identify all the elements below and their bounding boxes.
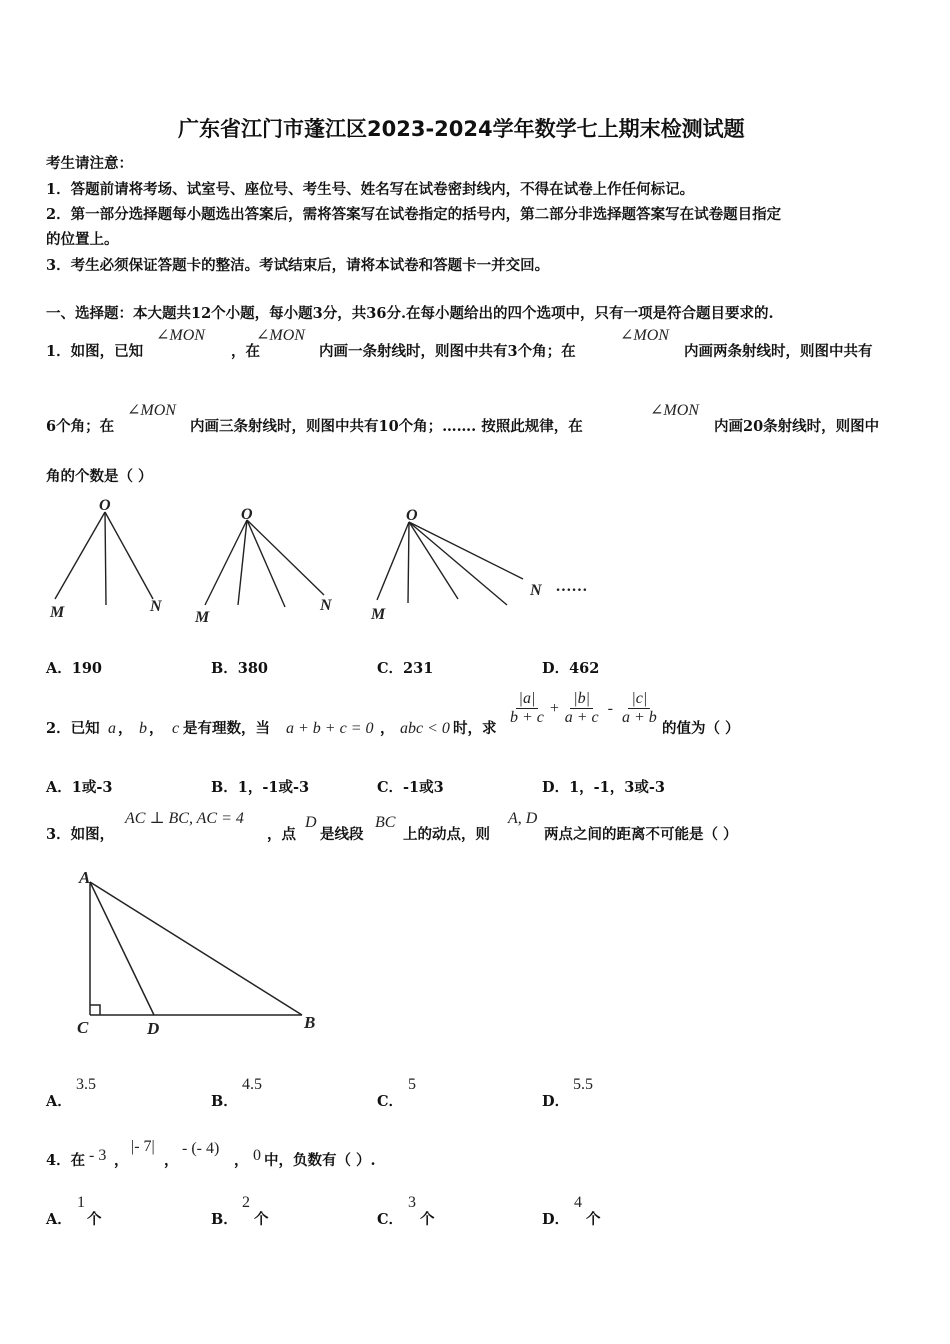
q1-text-2: ，在	[231, 343, 260, 360]
fig1-ray-mid	[105, 512, 106, 605]
q3-option-c-value: 5	[408, 1076, 416, 1093]
q4-option-c-unit: 个	[420, 1211, 435, 1228]
q1-text-1: 1．如图，已知	[46, 343, 144, 360]
q3-points-ad: A, D	[508, 810, 538, 827]
q2-var-a: a	[108, 720, 116, 737]
q3-point-d: D	[305, 814, 317, 831]
fig3-ray-1	[408, 522, 409, 603]
fig1-label-m: M	[50, 604, 65, 621]
q1-text-4: 内画两条射线时，则图中共有	[684, 343, 873, 360]
q3-text-1: 3．如图，	[46, 826, 115, 843]
q2-option-a[interactable]: A．1或-3	[46, 779, 113, 796]
q3-option-b-value: 4.5	[242, 1076, 262, 1093]
q3-option-b-label: B．	[211, 1093, 238, 1110]
q2-plus: +	[548, 699, 560, 717]
q2-fraction-2	[562, 690, 602, 727]
fig2-label-o: O	[241, 506, 253, 523]
q3-label-c: C	[77, 1018, 89, 1037]
q3-condition: AC ⊥ BC, AC = 4	[125, 810, 244, 827]
q3-text-4: 上的动点，则	[403, 826, 490, 843]
fig2-ray-om	[205, 520, 247, 605]
q3-option-a-label: A．	[46, 1093, 72, 1110]
fig2-label-n: N	[320, 597, 332, 614]
q4-value-2: |- 7|	[131, 1138, 155, 1155]
q3-option-a-value: 3.5	[76, 1076, 96, 1093]
notice-heading: 考生请注意：	[46, 155, 133, 172]
q4-option-d-label: D．	[542, 1211, 570, 1228]
q2-comma-2: ，	[149, 720, 164, 737]
q4-option-a-value: 1	[77, 1194, 85, 1211]
q4-option-c-value: 3	[408, 1194, 416, 1211]
q2-comma-1: ，	[118, 720, 133, 737]
fig2-ray-1	[238, 520, 247, 605]
q3-segment-bc: BC	[375, 814, 396, 831]
q1-text-8: 角的个数是（ ）	[46, 468, 153, 485]
q1-text-3: 内画一条射线时，则图中共有3个角；在	[319, 343, 576, 360]
q3-text-5: 两点之间的距离不可能是（ ）	[544, 826, 738, 843]
fig3-label-m: M	[371, 606, 386, 623]
q4-comma-2: ，	[164, 1152, 179, 1169]
q2-fraction-3-num: |c|	[628, 690, 650, 709]
q3-label-d: D	[147, 1019, 160, 1038]
q4-comma-1: ，	[114, 1152, 129, 1169]
q2-fraction-2-num: |b|	[570, 690, 593, 709]
fig3-ray-om	[377, 522, 409, 600]
q2-text-4: 的值为（ ）	[662, 720, 740, 737]
q1-angle-5: ∠MON	[650, 402, 699, 419]
fig3-dots: ……	[556, 578, 588, 595]
q1-text-6: 内画三条射线时，则图中共有10个角；……. 按照此规律，在	[190, 418, 583, 435]
q2-fraction-1-num: |a|	[516, 690, 539, 709]
q1-option-d[interactable]: D．462	[542, 660, 600, 677]
q2-text-1: 2．已知	[46, 720, 100, 737]
fig2-label-m: M	[195, 609, 210, 626]
q1-figure	[40, 495, 620, 630]
fig2-ray-on	[247, 520, 324, 595]
q3-text-2: ，点	[267, 826, 296, 843]
q2-fraction-3-den: a + b	[621, 709, 657, 726]
q4-value-3: - (- 4)	[182, 1140, 220, 1157]
q2-text-2: 是有理数，当	[183, 720, 270, 737]
q3-option-c-label: C．	[377, 1093, 404, 1110]
q1-option-c[interactable]: C．231	[377, 660, 434, 677]
fig1-ray-om	[55, 512, 105, 599]
q2-fraction-1	[507, 690, 547, 727]
q2-var-b: b	[139, 720, 147, 737]
q4-text-1: 4．在	[46, 1152, 86, 1169]
q3-label-a: A	[79, 868, 91, 887]
fig3-label-n: N	[530, 582, 542, 599]
fig3-label-o: O	[406, 507, 418, 524]
q4-value-4: 0	[253, 1147, 261, 1164]
section-heading: 一、选择题：本大题共12个小题，每小题3分，共36分.在每小题给出的四个选项中，只有一项是符合题目要求的.	[46, 305, 774, 322]
q2-fraction-1-den: b + c	[510, 709, 544, 726]
q4-option-b-label: B．	[211, 1211, 238, 1228]
q1-option-a[interactable]: A．190	[46, 660, 103, 677]
q3-right-angle-mark	[90, 1005, 100, 1015]
q4-comma-3: ，	[234, 1152, 249, 1169]
notice-item-1: 1．答题前请将考场、试室号、座位号、考生号、姓名写在试卷密封线内，不得在试卷上作任何标记。	[46, 181, 695, 198]
notice-item-3: 3．考生必须保证答题卡的整洁。考试结束后，请将本试卷和答题卡一并交回。	[46, 257, 550, 274]
notice-item-2: 2．第一部分选择题每小题选出答案后，需将答案写在试卷指定的括号内，第二部分非选择题答案写在试卷题目指定	[46, 206, 782, 223]
q4-option-a-label: A．	[46, 1211, 72, 1228]
fig1-label-o: O	[99, 497, 111, 514]
q2-text-3: 时，求	[453, 720, 497, 737]
q2-cond-sum: a + b + c = 0	[286, 720, 374, 737]
fig1-ray-on	[105, 512, 153, 599]
q2-option-c[interactable]: C．-1或3	[377, 779, 444, 796]
q1-angle-3: ∠MON	[620, 327, 669, 344]
q4-option-b-unit: 个	[254, 1211, 269, 1228]
q1-option-b[interactable]: B．380	[211, 660, 269, 677]
q1-text-7: 内画20条射线时，则图中	[714, 418, 880, 435]
q3-option-d-value: 5.5	[573, 1076, 593, 1093]
q4-option-a-unit: 个	[87, 1211, 102, 1228]
q4-option-d-value: 4	[574, 1194, 582, 1211]
q1-angle-2: ∠MON	[256, 327, 305, 344]
fig2-ray-2	[247, 520, 285, 607]
q4-option-c-label: C．	[377, 1211, 404, 1228]
q2-expression	[507, 690, 660, 727]
q2-comma-3: ，	[380, 720, 395, 737]
q2-cond-product: abc < 0	[400, 720, 450, 737]
q2-minus: -	[607, 699, 613, 717]
q2-fraction-3	[619, 690, 660, 727]
q3-text-3: 是线段	[320, 826, 364, 843]
q1-angle-4: ∠MON	[127, 402, 176, 419]
q3-option-d-label: D．	[542, 1093, 570, 1110]
q2-fraction-2-den: a + c	[564, 709, 599, 726]
page-title: 广东省江门市蓬江区2023-2024学年数学七上期末检测试题	[178, 117, 745, 141]
q3-figure	[70, 862, 330, 1042]
q4-option-b-value: 2	[242, 1194, 250, 1211]
q1-angle-1: ∠MON	[156, 327, 205, 344]
q2-option-d[interactable]: D．1，-1，3或-3	[542, 779, 665, 796]
q3-label-b: B	[304, 1013, 316, 1032]
notice-item-2-cont: 的位置上。	[46, 231, 119, 248]
q4-text-2: 中，负数有（ ）.	[264, 1152, 376, 1169]
q1-text-5: 6个角；在	[46, 418, 115, 435]
q4-value-1: - 3	[89, 1147, 107, 1164]
fig1-label-n: N	[150, 598, 162, 615]
q4-option-d-unit: 个	[586, 1211, 601, 1228]
q2-var-c: c	[172, 720, 180, 737]
q2-option-b[interactable]: B．1，-1或-3	[211, 779, 310, 796]
